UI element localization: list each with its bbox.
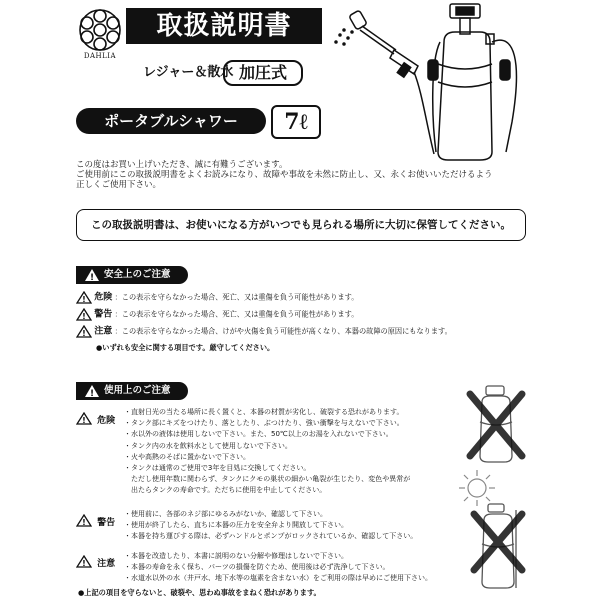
warning-triangle-icon <box>76 555 92 568</box>
warning-triangle-icon <box>76 412 92 425</box>
pressure-type-badge: 加圧式 <box>223 60 303 86</box>
brand-name: DAHLIA <box>83 52 117 60</box>
list-item: ・本器の寿命を永く保ち、パーツの損傷を防ぐため、使用後は必ず洗浄して下さい。 <box>124 563 390 572</box>
sprayer-illustration <box>330 2 535 162</box>
warning-label: 警告 <box>94 309 113 320</box>
list-item: ただし使用年数に関わらず、タンクにクモの巣状の細かい亀裂が生じたり、変色や異常が <box>124 475 411 484</box>
list-item: 出たらタンクの寿命です。ただちに使用を中止してください。 <box>124 486 327 495</box>
intro-line: この度はお買い上げいただき、誠に有難うございます。 <box>76 160 288 170</box>
list-item: ・水以外の液体は使用しないで下さい。また、50℃以上のお湯を入れないで下さい。 <box>124 430 393 439</box>
usage-danger-list <box>124 407 410 497</box>
warning-description: ：この表示を守らなかった場合、死亡、又は重傷を負う可能性があります。 <box>114 309 359 319</box>
usage-subtitle: レジャー＆散水 <box>143 65 234 80</box>
svg-text:!: ! <box>89 389 95 398</box>
safety-footer: ●いずれも安全に関する項目です。厳守してください。 <box>96 343 275 352</box>
usage-warning-label: 警告 <box>97 518 116 528</box>
list-item: ・火や高熱のそばに置かないで下さい。 <box>124 452 250 461</box>
danger-description: ：この表示を守らなかった場合、死亡、又は重傷を負う可能性があります。 <box>114 292 359 302</box>
usage-caution-label: 注意 <box>97 559 116 569</box>
usage-danger-label-group <box>76 408 115 427</box>
usage-heading <box>76 382 188 400</box>
list-item: ・本器を改造したり、本書に説明のない分解や修理はしないで下さい。 <box>124 552 348 560</box>
intro-line: 正しくご使用下さい。 <box>76 180 162 190</box>
usage-caution-label-group <box>76 551 115 570</box>
tank-modification-prohibited-illustration <box>466 500 530 592</box>
usage-warning-list <box>124 509 417 543</box>
safety-row-danger <box>76 291 358 304</box>
warning-triangle-icon <box>76 514 92 527</box>
capacity-badge: 7ℓ <box>271 105 321 139</box>
svg-text:!: ! <box>82 295 86 304</box>
safety-row-warning <box>76 308 358 321</box>
usage-footer: ●上記の項目を守らないと、破裂や、思わぬ事故をまねく恐れがあります。 <box>78 588 321 597</box>
product-name: ポータブルシャワー <box>76 108 266 134</box>
warning-triangle-icon <box>76 291 92 304</box>
svg-text:!: ! <box>82 518 86 527</box>
caution-description: ：この表示を守らなかった場合、けがや火傷を負う可能性が高くなり、本器の故障の原因にもなります。 <box>114 326 452 336</box>
warning-triangle-icon <box>84 268 100 282</box>
svg-text:!: ! <box>89 273 95 282</box>
intro-text <box>76 160 536 190</box>
list-item: ・使用が終了したら、直ちに本器の圧力を安全弁より開放して下さい。 <box>124 521 348 530</box>
usage-warning-label-group <box>76 510 115 529</box>
list-item: ・タンク内の水を飲料水として使用しないで下さい。 <box>124 441 292 450</box>
safety-heading <box>76 266 188 284</box>
page-title: 取扱説明書 <box>126 8 322 44</box>
list-item: ・本器を持ち運びする際は、必ずハンドルとポンプがロックされているか、確認して下さい。 <box>124 532 418 541</box>
list-item: ・直射日光の当たる場所に長く置くと、本器の材質が劣化し、破裂する恐れがあります。 <box>124 408 404 416</box>
tank-heat-prohibited-illustration <box>462 382 530 466</box>
usage-danger-label: 危険 <box>97 416 116 426</box>
intro-line: ご使用前にこの取扱説明書をよくお読みになり、故障や事故を未然に防止し、又、永くお使いいただけるよう <box>76 170 493 180</box>
list-item: ・使用前に、各部のネジ部にゆるみがないか、確認して下さい。 <box>124 510 327 518</box>
warning-triangle-icon <box>76 308 92 321</box>
list-item: ・タンク部にキズをつけたり、落としたり、ぶつけたり、強い衝撃を与えないで下さい。 <box>124 419 404 428</box>
usage-heading-label: 使用上のご注意 <box>104 385 171 396</box>
danger-label: 危険 <box>94 292 113 303</box>
safety-heading-label: 安全上のご注意 <box>104 269 171 280</box>
svg-text:!: ! <box>82 416 86 425</box>
svg-text:!: ! <box>82 312 86 321</box>
list-item: ・タンクは通常のご使用で3年を目処に交換してください。 <box>124 464 311 473</box>
keep-manual-notice: この取扱説明書は、お使いになる方がいつでも見られる場所に大切に保管してください。 <box>76 209 526 241</box>
warning-triangle-icon <box>76 325 92 338</box>
svg-text:!: ! <box>82 329 86 338</box>
warning-triangle-icon <box>84 384 100 398</box>
svg-text:!: ! <box>82 559 86 568</box>
safety-row-caution <box>76 325 452 338</box>
usage-caution-list <box>124 551 432 585</box>
caution-label: 注意 <box>94 326 113 337</box>
list-item: ・水道水以外の水（井戸水、地下水等の塩素を含まない水）をご利用の際は早めにご使用下さい。 <box>124 574 432 583</box>
